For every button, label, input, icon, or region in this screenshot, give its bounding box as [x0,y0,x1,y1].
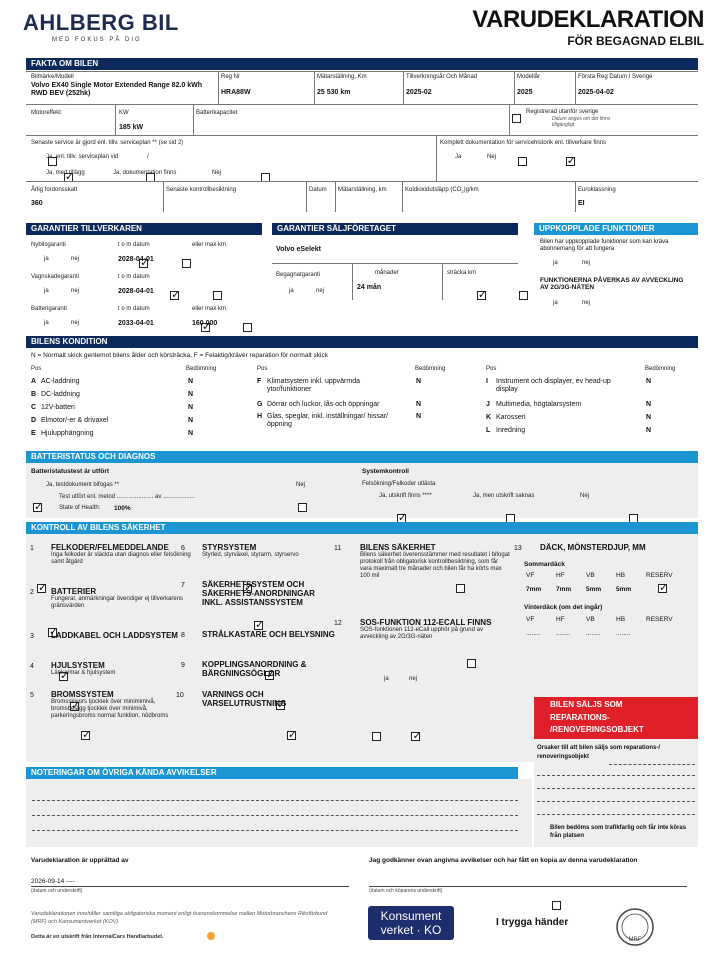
sakerhet-item-desc: Bromsskivors tjocklek över minimimivå, bromsbelägg tjocklek över minimivå, parkeringsbroms normal funktion, nödbroms [51,699,169,719]
tyre-col-header: RESERV [646,616,673,623]
odometer-label: Mätarställning, Km [317,74,367,80]
kondition-value: N [416,413,422,420]
orange-icon [207,932,215,940]
batteri-test-ja[interactable] [33,503,42,512]
pos-col1: Pos [31,366,42,372]
batteri-test-ja-label: Ja, testdokument bifogas ** [46,482,120,488]
kondition-row [31,391,181,399]
mfg-value: 2025-02 [406,89,432,96]
doc-nej-checkbox[interactable] [566,157,575,166]
sakerhet-item [202,580,337,608]
uppkopp-q2-nej-label: nej [582,300,591,306]
soh-value: 100% [114,505,131,512]
model-year-label: Modellår [517,74,541,80]
reg-value: HRA88W [221,89,251,96]
kondition-item: Hjulupphängning [41,430,94,437]
tyre-col-header: HB [616,616,626,623]
kondition-row [486,401,626,409]
reparation-reason: Orsaker till att bilen säljs som reparations-/ renoveringsobjekt [537,745,661,760]
sakerhet-item-title: STRÅLKASTARE OCH BELYSNING [202,630,335,639]
gar1-date: 2028-04-01 [118,256,154,263]
kondition-value: N [646,378,652,385]
sakerhet-item [360,543,510,580]
tax-value: 360 [31,200,43,207]
noteringar-heading: NOTERINGAR OM ÖVRIGA KÄNDA AVVIKELSER [26,767,518,779]
odometer-value: 25 530 km [317,89,351,96]
sakerhet-item [51,690,191,720]
disclaimer: Varudeklarationen innehåller samtliga obligatoriska moment enligt överenskommelse mellen Motorbranchens Riksförbund (MRF) och Konsumentverket (KOV) [31,911,328,925]
tyre-col-header: VF [526,616,535,623]
uppkopp-q1-ja-label: ja [553,260,558,266]
item12-ja-checkbox[interactable] [372,732,381,741]
battery-capacity-label: Batterikapacitet [196,110,238,116]
brand-tagline: MED FOKUS PÅ DIG [52,37,142,43]
footer-left-label: Varudeklaration är upprättad av [31,857,129,864]
kondition-letter: J [486,401,490,408]
sakerhet-item-title: SOS-FUNKTION 112-ECALL FINNS [360,618,492,627]
sakerhet-item [51,631,191,640]
gar3-nej-checkbox[interactable] [243,323,252,332]
sakerhet-item-title: SÄKERHETSSYSTEM OCH SÄKERHETS-ANORDNINGAR INKL. ASSISTANSSYSTEM [202,580,315,608]
kondition-row [257,378,397,394]
gar1-date-label: t o m datum [118,242,150,248]
tyre-col-header: VF [526,572,535,579]
trygg-text: I trygga händer [496,917,569,928]
kondition-item: Inredning [496,427,526,434]
kondition-item: AC-laddning [41,378,80,385]
kondition-item: Klimatsystem inkl. uppvärmda ytor/funktioner [267,378,360,394]
gar3-nej: nej [71,320,80,326]
batteri-method: Test utfört enl. metod ...................... av ................... [59,494,195,500]
gar-salj-value: Volvo eSelekt [276,246,322,253]
brand-model-value: Volvo EX40 Single Motor Extended Range 82.0 kWh RWD BEV (252hk) [31,82,203,98]
sakerhet-item-desc: SOS-funktionen 112-eCall upphör på grund av avveckling av 2G/3G-näten [360,627,483,641]
beg-label: Begagnatgaranti [276,272,321,278]
footer-date: 2026-09-14 ---- [31,878,75,885]
kondition-row [31,430,181,438]
kw-label: KW [119,110,129,116]
sakerhet-item-desc: Inga felkoder är släckta utan diagnos eller felsökning samt åtgärd [51,552,191,566]
brand-model-label: Bilmärke/Modell [31,74,74,80]
first-reg-value: 2025-04-02 [578,89,614,96]
ko-line2: verket · KO [380,923,442,937]
doc-label: Komplett dokumentation för servicehistorik enl. tillverkare finns [440,140,607,146]
gar2-ja: ja [44,288,49,294]
gar3-date: 2033-04-01 [118,320,154,327]
tyre-winter-value: ........ [616,630,631,637]
sakerhet-number: 1 [30,545,34,552]
kondition-letter: C [31,404,37,411]
fel-opt2-label: Ja, men utskrift saknas [473,493,535,499]
kondition-item: Karosseri [496,414,526,421]
kondition-row [31,417,181,425]
service-opt1-label: Ja, enl. tillv. serviceplan vid [46,154,119,160]
sakerhet-checkbox[interactable] [467,659,476,668]
kondition-letter: K [486,414,492,421]
item12-nej-checkbox[interactable] [411,732,420,741]
kondition-value: N [646,427,652,434]
doc-nej-label: Nej [487,154,497,160]
page-subtitle: FÖR BEGAGNAD ELBIL [567,34,704,48]
tyre-summer-value: 7mm [526,586,542,593]
bed-col3: Bedömning [645,366,676,372]
sakerhet-item-title: VARNINGS OCH VARSELUTRUSTNING [202,690,287,709]
kw-value: 185 kW [119,124,144,131]
euro-value: EI [578,200,585,207]
beg-km-label: sträcka km [447,270,477,276]
beg-man-label: månader [375,270,399,276]
reparation-title3: /RENOVERINGSOBJEKT [550,725,644,734]
trafikfarlig-label: Bilen bedöms som trafikfarlig och får inte köras från platsen [550,825,687,839]
sakerhet-item-title: HJULSYSTEM [51,661,105,670]
kondition-letter: L [486,427,491,434]
gar3-km: 160 000 [192,320,218,327]
sakerhet-item-title: LADDKABEL OCH LADDSYSTEM [51,631,178,640]
sakerhet-item [51,543,191,566]
svg-text:MRF: MRF [628,937,642,943]
sakerhet-checkbox[interactable] [658,584,667,593]
sakerhet-checkbox[interactable] [81,731,90,740]
beg-ja-checkbox[interactable] [477,291,486,300]
reg-outside-note: Datum anges om det finns tillgängligt [552,116,611,128]
soh-label: State of Health: [59,505,101,511]
mrf-seal-icon [615,907,655,947]
tyre-col-header: HF [556,572,565,579]
sommar-label: Sommardäck [524,561,565,568]
sakerhet-item [202,630,337,639]
kondition-row [31,404,181,412]
model-year-value: 2025 [517,89,533,96]
kondition-value: N [188,378,194,385]
footer-left-sub: (datum och underskrift) [31,888,83,894]
kondition-value: N [188,430,194,437]
gar-tillv-heading: GARANTIER TILLVERKAREN [26,223,262,235]
ko-line1: Konsument [380,909,442,923]
sakerhet-item-title: KOPPLINGSANORDNING & BÄRGNINGSÖGLOR [202,660,307,679]
vinter-label: Vinterdäck (om det ingår) [524,604,603,611]
tyre-winter-value: ........ [586,630,601,637]
tyre-col-header: VB [586,616,595,623]
kondition-value: N [416,401,422,408]
uppkopp-q1: Bilen har uppkopplade funktioner som kan kräva abonnemang för att fungera [540,239,669,253]
fel-label: Felsökning/Felkoder utlästa [362,481,436,487]
power-label: Motoreffekt [31,110,61,116]
sakerhet-item-title: BILENS SÄKERHET [360,543,436,552]
tyre-col-header: RESERV [646,572,673,579]
bed-col1: Bedömning [186,366,217,372]
sakerhet-checkbox[interactable] [254,621,263,630]
euro-label: Euroklassning [578,187,616,193]
uppkopp-q2: FUNKTIONERNA PÅVERKAS AV AVVECKLING AV 2G/3G-NÄTEN [540,277,684,292]
kondition-row [486,427,626,435]
kondition-item: DC-laddning [41,391,80,398]
gar1-nej: nej [71,256,80,262]
kondition-letter: E [31,430,36,437]
tyre-summer-value: 7mm [556,586,572,593]
kondition-letter: D [31,417,37,424]
reparation-title1: BILEN SÄLJS SOM [550,700,623,709]
footer-right-label: Jag godkänner ovan angivna avvikelser och har fått en kopia av denna varudeklaration [369,857,638,864]
doc-ja-checkbox[interactable] [518,157,527,166]
gar3-ja: ja [44,320,49,326]
sakerhet-item [202,660,337,678]
tyre-col-header: HB [616,572,626,579]
kondition-legend: N = Normalt skick gentemot bilens ålder och körsträcka, F = Felaktig/kräver reparation för normalt skick [31,352,328,359]
kondition-row [486,414,626,422]
sakerhet-item-title: FELKODER/FELMEDDELANDE [51,543,169,552]
sakerhet-number: 4 [30,663,34,670]
kondition-value: N [188,404,194,411]
tyre-winter-value: ........ [526,630,541,637]
kondition-row [257,413,397,429]
fakta-heading: FAKTA OM BILEN [26,58,698,70]
beg-man-value: 24 mån [357,284,382,291]
gar3-date-label: t o m datum [118,306,150,312]
sakerhet-item [360,618,510,641]
kondition-value: N [188,391,194,398]
gar3-km-label: eller max km [192,306,227,312]
beg-nej-checkbox[interactable] [519,291,528,300]
doc-ja-label: Ja [455,154,462,160]
gar1-km-label: eller max km [192,242,227,248]
sakerhet-number: 8 [181,632,185,639]
sakerhet-item [202,690,337,708]
insp-odo-label: Mätarställning, km [338,187,387,193]
trafikfarlig-checkbox[interactable] [552,901,561,910]
gar2-label: Vagnskadegaranti [31,274,79,280]
kondition-letter: I [486,378,488,385]
tyre-summer-value: 5mm [586,586,602,593]
gar2-ja-checkbox[interactable] [170,291,179,300]
mfg-label: Tillverkningsår Och Månad [406,74,478,80]
sakerhet-item [51,661,191,677]
gar3-label: Batterigaranti [31,306,67,312]
gar-salj-heading: GARANTIER SÄLJFÖRETAGET [272,223,518,235]
sakerhet-item-desc: Fungerar, anmärkningar överstiger ej tillverkarens gränsvärden [51,596,184,610]
sakerhet-number: 11 [334,545,342,552]
sakerhet-item-title: BROMSSYSTEM [51,690,114,699]
sakerhet-checkbox[interactable] [287,731,296,740]
tyre-col-header: HF [556,616,565,623]
service-opt2-label: Ja, med tillägg [46,170,85,176]
sakerhet-number: 5 [30,692,34,699]
kondition-heading: BILENS KONDITION [26,336,698,348]
sakerhet-number: 9 [181,662,185,669]
sakerhet-item [51,587,191,610]
konsumentverket-logo [368,906,454,940]
service-opt1-value: / [147,154,149,160]
kondition-value: N [646,414,652,421]
sakerhet-number: 6 [181,545,185,552]
gar2-nej-checkbox[interactable] [213,291,222,300]
sakerhet-item-desc: Styrled, styrväxel, styrarm, styrservo [202,552,299,559]
item12-nej: nej [409,676,418,682]
tyre-winter-value: ........ [556,630,571,637]
kondition-item: Elmotor/-er & drivaxel [41,417,109,424]
sakerhet-item-title: DÄCK, MÖNSTERDJUP, MM [540,543,646,552]
kondition-letter: F [257,378,262,385]
sakerhet-item-desc: Bilens säkerhet överensstämmer med resultatet i bifogat protokoll från obligatorisk kontrollbesiktning, som får vara maximalt tre månader och bilen får ha körts max 100 mil [360,552,510,579]
batteri-heading: BATTERISTATUS OCH DIAGNOS [26,451,698,463]
kondition-row [486,378,626,394]
co2-label: Koldioxidutsläpp $(CO_2)g/km$ [405,187,479,195]
kondition-row [257,401,397,409]
sakerhet-number: 12 [334,620,342,627]
kondition-letter: H [257,413,263,420]
uppkopp-heading: UPPKOPPLADE FUNKTIONER [534,223,698,235]
inspection-label: Senaste kontrollbesiktning [166,187,237,193]
kondition-value: N [188,417,194,424]
fel-opt3-label: Nej [580,493,590,499]
gar1-nej-checkbox[interactable] [182,259,191,268]
kondition-letter: G [257,401,263,408]
sakerhet-item [540,543,690,552]
service-opt4-label: Nej [212,170,222,176]
tyre-summer-value: 5mm [616,586,632,593]
footer-right-sub: (datum och köparens underskrift) [369,888,443,894]
kondition-value: N [646,401,652,408]
sakerhet-heading: KONTROLL AV BILENS SÄKERHET [26,522,698,534]
fel-opt1-label: Ja, utskrift finns **** [379,493,432,499]
sakerhet-number: 10 [176,692,184,699]
sys-label: Systemkontroll [362,468,409,475]
sakerhet-checkbox[interactable] [456,584,465,593]
reg-outside-label: Registrerad utanför sverige [526,109,599,115]
beg-nej: nej [316,288,325,294]
gar2-nej: nej [71,288,80,294]
sakerhet-item-desc: Länkarmar & hjulsystem [51,670,116,677]
sakerhet-number: 3 [30,633,34,640]
sakerhet-item-title: BATTERIER [51,587,97,596]
sakerhet-checkbox[interactable] [37,584,46,593]
reg-outside-checkbox[interactable] [512,114,521,123]
item12-ja: ja [384,676,389,682]
first-reg-label: Första Reg Datum I Sverige [578,74,653,80]
kondition-letter: B [31,391,37,398]
tyre-col-header: VB [586,572,595,579]
reg-label: Reg Nr [221,74,241,80]
gar2-date-label: t o m datum [118,274,150,280]
batteri-test-nej[interactable] [298,503,307,512]
page-title: VARUDEKLARATION [472,6,704,33]
gar1-label: Nybilsgaranti [31,242,66,248]
kondition-item: Dörrar och luckor, lås och öppningar [267,401,380,408]
kondition-item: Multimedia, högtalarsystem [496,401,582,408]
beg-ja: ja [289,288,294,294]
service-opt3-label: Ja, dokumentation finns [113,170,177,176]
uppkopp-q2-ja-label: ja [553,300,558,306]
sakerhet-number: 2 [30,589,34,596]
kondition-value: N [416,378,422,385]
internal-note: Detta är en utskrift från InternalCars Handlarbudet. [31,934,164,940]
kondition-item: Glas, speglar, inkl. inställningar/ hissar/öppning [267,413,388,429]
brand-logo: AHLBERG BIL [23,10,179,35]
pos-col2: Pos [257,366,268,372]
sakerhet-item [202,543,337,559]
tax-label: Årlig fordonsskatt [31,187,78,193]
gar2-date: 2028-04-01 [118,288,154,295]
kondition-row [31,378,181,386]
reparation-title2: REPARATIONS- [550,713,610,722]
batteri-test-nej-label: Nej [296,482,306,488]
sakerhet-number: 13 [514,545,522,552]
service-label: Senaste service är gjord enl. tillv. serviceplan ** (se sid 2) [31,140,184,146]
batteri-test-label: Batteristatustest är utfört [31,468,110,475]
pos-col3: Pos [486,366,497,372]
sakerhet-number: 7 [181,582,185,589]
kondition-item: 12V-batteri [41,404,75,411]
insp-date-label: Datum [309,187,327,193]
gar1-ja: ja [44,256,49,262]
sakerhet-item-title: STYRSYSTEM [202,543,257,552]
uppkopp-q1-nej-label: nej [582,260,591,266]
bed-col2: Bedömning [415,366,446,372]
kondition-letter: A [31,378,37,385]
kondition-item: Instrument och displayer, ev head-up display [496,378,611,394]
